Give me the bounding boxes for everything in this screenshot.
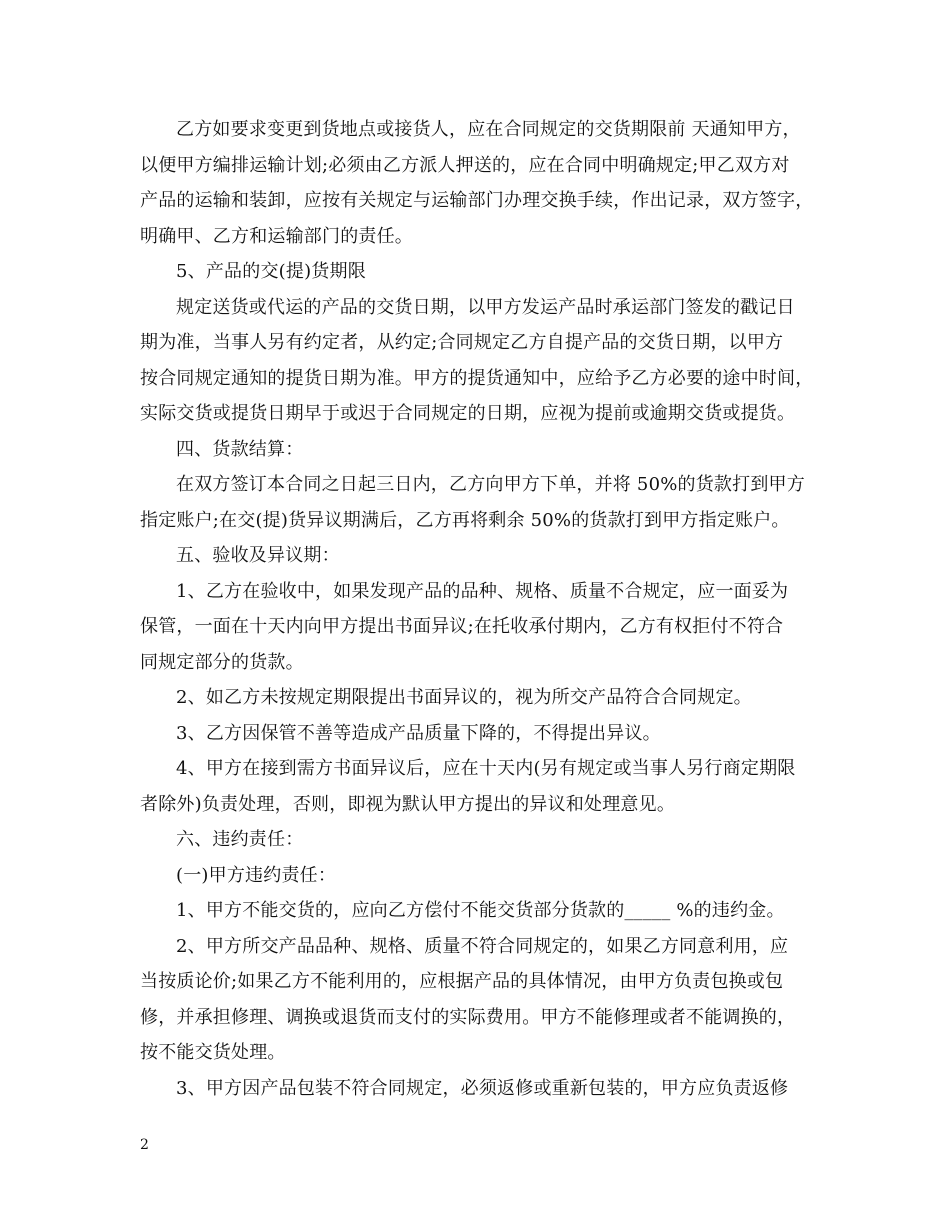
subsection-heading-party-a-liability <box>140 858 812 894</box>
paragraph-inspection-3 <box>140 716 812 752</box>
text-line: 在双方签订本合同之日起三日内，乙方向甲方下单，并将 50%的货款打到甲方 <box>176 474 805 495</box>
text-line: 明确甲、乙方和运输部门的责任。 <box>140 225 413 247</box>
body-text <box>140 112 812 1106</box>
text-line: 3、乙方因保管不善等造成产品质量下降的，不得提出异议。 <box>176 722 661 744</box>
text-line: 期为准，当事人另有约定者，从约定;合同规定乙方自提产品的交货日期，以甲方 <box>140 332 784 353</box>
text-line: 者除外)负责处理，否则，即视为默认甲方提出的异议和处理意见。 <box>140 793 676 815</box>
text-line: 2、如乙方未按规定期限提出书面异议的，视为所交产品符合合同规定。 <box>176 687 752 708</box>
paragraph-payment <box>140 467 812 538</box>
paragraph-liability-3 <box>140 1071 812 1107</box>
section-heading-liability <box>140 822 812 858</box>
paragraph-inspection-1 <box>140 574 812 681</box>
paragraph-liability-2 <box>140 929 812 1071</box>
paragraph-inspection-2 <box>140 680 812 716</box>
text-line: 实际交货或提货日期早于或迟于合同规定的日期，应视为提前或逾期交货或提货。 <box>140 403 796 424</box>
section-heading-payment <box>140 432 812 468</box>
text-line: 乙方如要求变更到货地点或接货人，应在合同规定的交货期限前 天通知甲方， <box>176 119 801 140</box>
text-line: 4、甲方在接到需方书面异议后，应在十天内(另有规定或当事人另行商定期限 <box>176 758 796 779</box>
page-number: 2 <box>140 1137 149 1153</box>
text-line: 按合同规定通知的提货日期为准。甲方的提货通知中，应给予乙方必要的途中时间， <box>140 367 814 389</box>
text-line: 六、违约责任： <box>176 829 304 850</box>
text-line: 以便甲方编排运输计划;必须由乙方派人押送的，应在合同中明确规定;甲乙双方对 <box>140 154 790 176</box>
paragraph-delivery-change <box>140 112 812 254</box>
text-line: 按不能交货处理。 <box>140 1042 286 1063</box>
text-line: 五、验收及异议期： <box>176 545 340 566</box>
text-line: (一)甲方违约责任： <box>176 864 337 886</box>
text-line: 当按质论价;如果乙方不能利用的，应根据产品的具体情况，由甲方负责包换或包 <box>140 971 784 992</box>
text-line: 3、甲方因产品包装不符合同规定，必须返修或重新包装的，甲方应负责返修 <box>176 1077 789 1099</box>
text-line: 规定送货或代运的产品的交货日期，以甲方发运产品时承运部门签发的戳记日 <box>176 296 795 318</box>
text-line: 保管，一面在十天内向甲方提出书面异议;在托收承付期内，乙方有权拒付不符合 <box>140 616 784 637</box>
paragraph-inspection-4 <box>140 751 812 822</box>
section-heading-inspection <box>140 538 812 574</box>
text-line: 1、乙方在验收中，如果发现产品的品种、规格、质量不合规定，应一面妥为 <box>176 580 789 602</box>
text-line: 5、产品的交(提)货期限 <box>176 261 366 282</box>
text-line: 四、货款结算： <box>176 438 304 460</box>
text-line: 同规定部分的货款。 <box>140 651 304 673</box>
section-heading-delivery-period <box>140 254 812 290</box>
text-line: 指定账户;在交(提)货异议期满后，乙方再将剩余 50%的货款打到甲方指定账户。 <box>140 509 790 531</box>
text-line: 修，并承担修理、调换或退货而支付的实际费用。甲方不能修理或者不能调换的， <box>140 1006 796 1028</box>
paragraph-liability-1 <box>140 893 812 929</box>
paragraph-delivery-date <box>140 290 812 432</box>
text-line: 产品的运输和装卸，应按有关规定与运输部门办理交换手续，作出记录，双方签字， <box>140 190 814 211</box>
text-line: 1、甲方不能交货的，应向乙方偿付不能交货部分货款的_____ %的违约金。 <box>176 900 785 921</box>
text-line: 2、甲方所交产品品种、规格、质量不符合同规定的，如果乙方同意利用，应 <box>176 935 789 957</box>
